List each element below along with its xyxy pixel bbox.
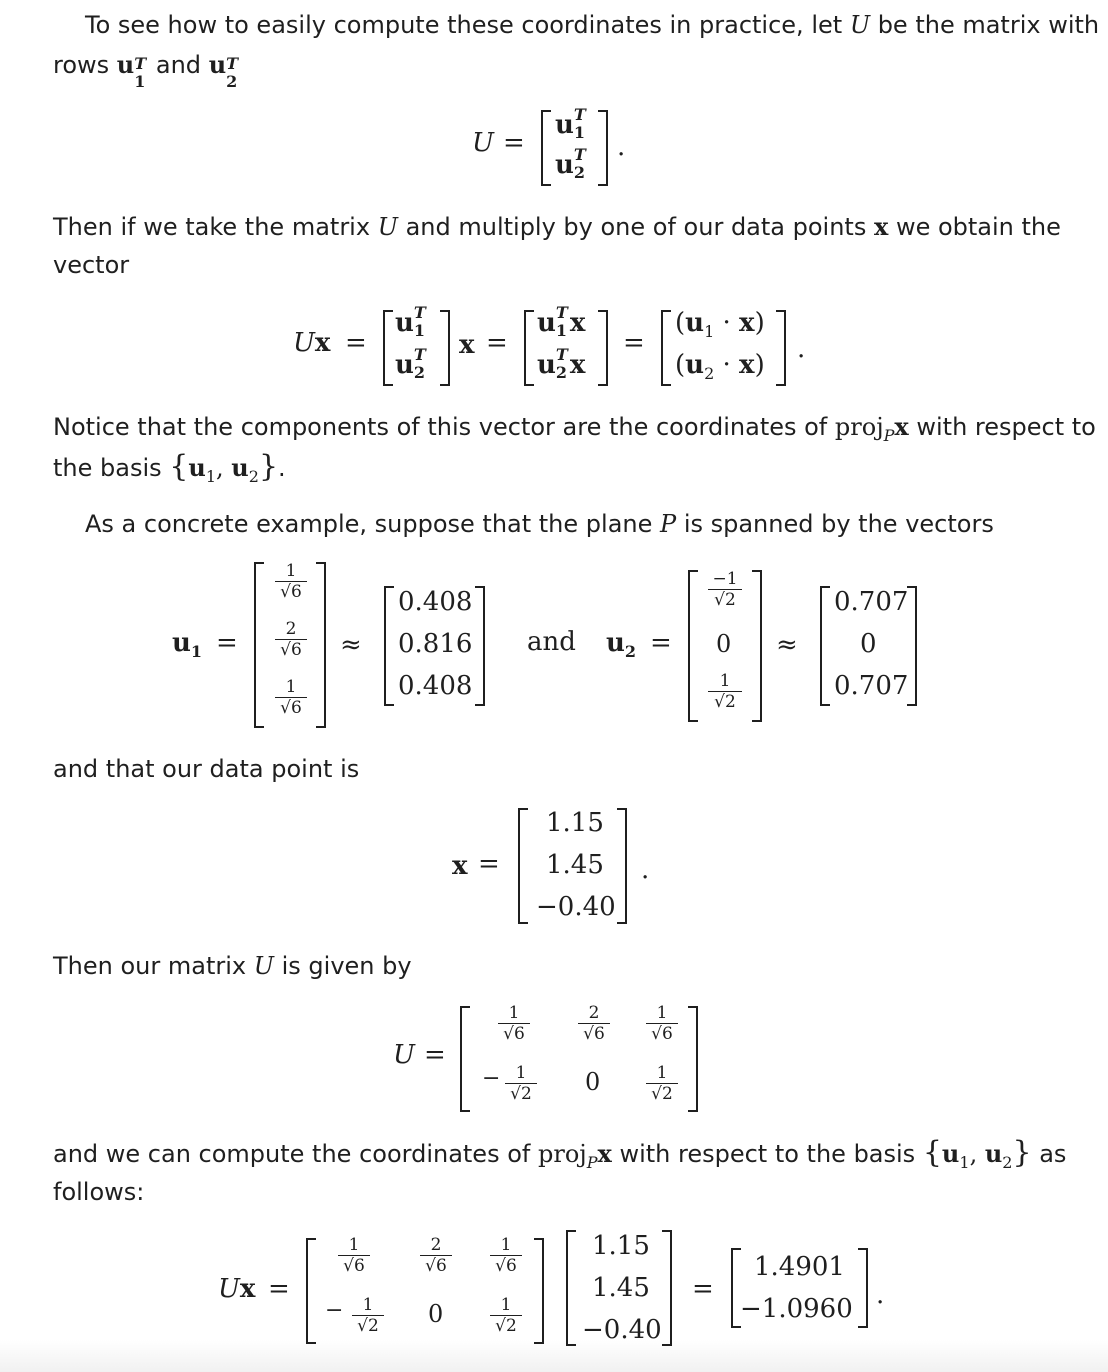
u2-entry-3: $\frac{1}{√2}$ [708,672,742,711]
u2-entry-2: 0 [716,630,732,658]
u1-entry-3: $\frac{1}{√6}$ [275,678,307,717]
paragraph-compute-cont: follows: [53,1178,145,1206]
paragraph-multiply: Then if we take the matrix U and multiply by one of our data points x we obtain the [53,212,1061,241]
x-entry-2: 1.45 [546,850,604,880]
paragraph-data-point: and that our data point is [53,755,360,783]
paragraph-intro: To see how to easily compute these coordinates in practice, let U be the matrix with [85,11,1100,39]
u1-approx-2: 0.816 [398,629,473,659]
u2-approx-2: 0 [860,629,877,659]
u2-entry-1: $\frac{-1}{√2}$ [708,570,742,609]
u1-approx-1: 0.408 [398,587,473,617]
u1-approx-3: 0.408 [398,671,473,701]
u1-entry-1: $\frac{1}{√6}$ [275,562,307,601]
paragraph-components-cont: the basis {$u_1$, $u_2$}. [53,449,286,486]
x-entry-3: −0.40 [536,892,616,922]
paragraph-components: Notice that the components of this vector are the coordinates of proj$_P$x with respect to [53,412,1096,445]
result-entry-2: −1.0960 [740,1294,853,1324]
paragraph-matrix-U: Then our matrix U is given by [53,952,412,980]
paragraph-example: As a concrete example, suppose that the plane P is spanned by the vectors [85,510,994,538]
result-entry-1: 1.4901 [754,1252,845,1282]
u2-approx-3: 0.707 [834,671,909,701]
u2-approx-1: 0.707 [834,587,909,617]
paragraph-multiply-cont: vector [53,251,130,279]
paragraph-intro-cont: rows u T 1 and u T 2 [53,50,239,91]
x-entry-1: 1.15 [546,808,604,838]
u1-entry-2: $\frac{2}{√6}$ [275,620,307,659]
paragraph-compute: and we can compute the coordinates of proj$_P$x with respect to the basis {$u_1$, $u_2$} as [53,1135,1067,1172]
